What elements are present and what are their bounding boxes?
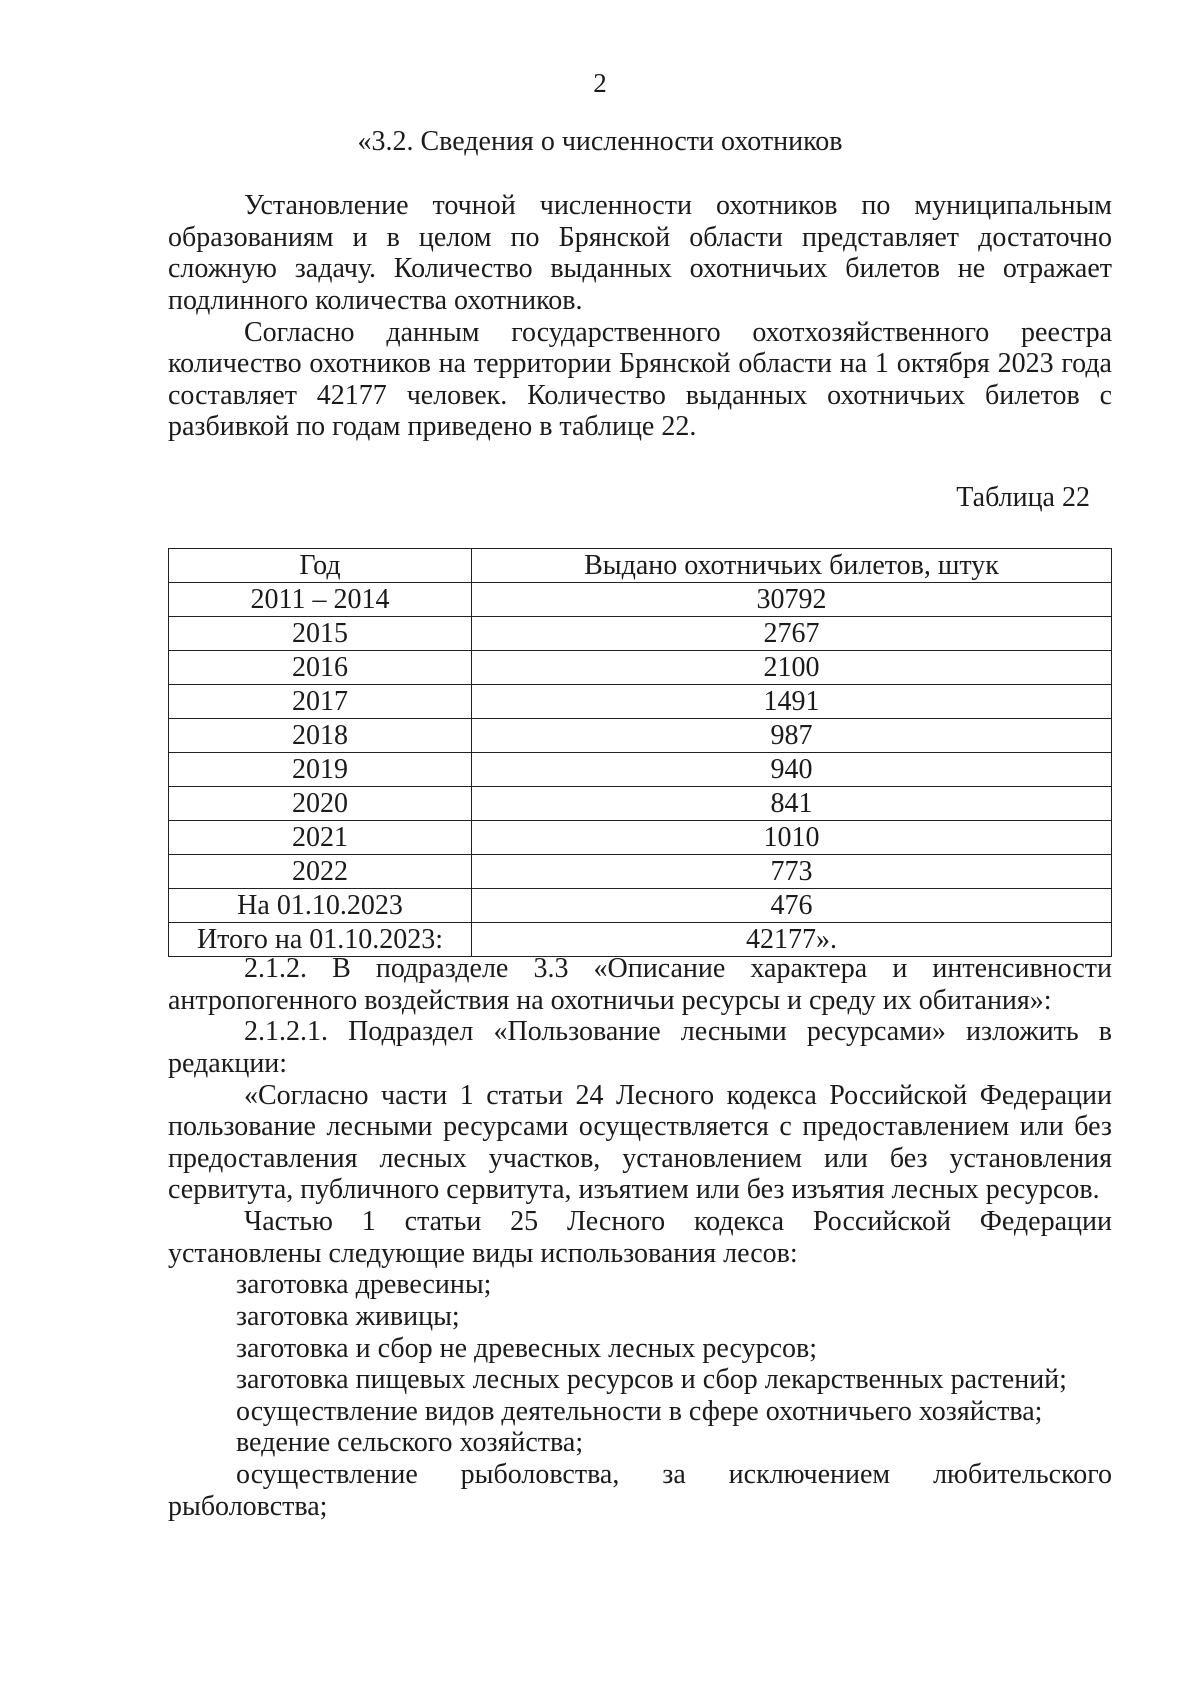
paragraph: Частью 1 статьи 25 Лесного кодекса Российской Федерации установлены следующие виды использования лесов: (168, 1206, 1112, 1269)
table-row (169, 617, 1112, 651)
list-item: осуществление рыболовства, за исключением любительского рыболовства; (168, 1459, 1112, 1522)
issued-cell: 476 (472, 889, 1112, 923)
year-cell: 2018 (169, 719, 472, 753)
intro-text (168, 190, 1112, 443)
table-row (169, 889, 1112, 923)
list-item: заготовка и сбор не древесных лесных ресурсов; (236, 1332, 818, 1364)
year-cell: 2022 (169, 855, 472, 889)
issued-cell: 1491 (472, 685, 1112, 719)
table-row (169, 753, 1112, 787)
body-text (168, 953, 1112, 1522)
total-label-cell: Итого на 01.10.2023: (169, 923, 472, 957)
issued-cell: 2767 (472, 617, 1112, 651)
list-item: заготовка пищевых лесных ресурсов и сбор лекарственных растений; (236, 1364, 1067, 1396)
list-item: заготовка древесины; (236, 1269, 492, 1301)
year-cell: 2015 (169, 617, 472, 651)
page-number: 2 (593, 68, 607, 98)
table-row (169, 651, 1112, 685)
paragraph: «Согласно части 1 статьи 24 Лесного кодекса Российской Федерации пользование лесными ресурсами осуществляется с предоставлением или без предоставления лесных участков, установлением или без установления сервитута, публичного сервитута, изъятием или без изъятия лесных ресурсов. (168, 1079, 1112, 1206)
year-cell: 2019 (169, 753, 472, 787)
list-item: ведение сельского хозяйства; (236, 1427, 584, 1459)
paragraph: 2.1.2.1. Подраздел «Пользование лесными ресурсами» изложить в редакции: (168, 1016, 1112, 1079)
year-cell: 2021 (169, 821, 472, 855)
issued-cell: 841 (472, 787, 1112, 821)
year-cell: 2017 (169, 685, 472, 719)
list-item: осуществление видов деятельности в сфере охотничьего хозяйства; (236, 1395, 1043, 1427)
issued-cell: 940 (472, 753, 1112, 787)
year-cell: 2020 (169, 787, 472, 821)
column-header-year: Год (169, 549, 472, 583)
issued-cell: 2100 (472, 651, 1112, 685)
paragraph: 2.1.2. В подразделе 3.3 «Описание характера и интенсивности антропогенного воздействия на охотничьи ресурсы и среду их обитания»: (168, 953, 1112, 1016)
paragraph: Установление точной численности охотников по муниципальным образованиям и в целом по Брянской области представляет достаточно сложную задачу. Количество выданных охотничьих билетов не отражает подлинного количества охотников. (168, 190, 1112, 316)
issued-cell: 773 (472, 855, 1112, 889)
table-caption: Таблица 22 (956, 482, 1090, 513)
table-row (169, 719, 1112, 753)
table-row (169, 821, 1112, 855)
table-total-row (169, 923, 1112, 957)
column-header-issued: Выдано охотничьих билетов, штук (472, 549, 1112, 583)
table-header-row (169, 549, 1112, 583)
paragraph: Согласно данным государственного охотхозяйственного реестра количество охотников на территории Брянской области на 1 октября 2023 года составляет 42177 человек. Количество выданных охотничьих билетов с разбивкой по годам приведено в таблице 22. (168, 316, 1112, 443)
section-title: «3.2. Сведения о численности охотников (357, 126, 843, 157)
hunting-tickets-table (168, 548, 1112, 957)
table-row (169, 787, 1112, 821)
year-cell: 2011 – 2014 (169, 583, 472, 617)
table-row (169, 685, 1112, 719)
year-cell: 2016 (169, 651, 472, 685)
year-cell: На 01.10.2023 (169, 889, 472, 923)
issued-cell: 987 (472, 719, 1112, 753)
list-item: заготовка живицы; (236, 1300, 460, 1332)
issued-cell: 1010 (472, 821, 1112, 855)
table-row (169, 855, 1112, 889)
total-value-cell: 42177». (472, 923, 1112, 957)
table-row (169, 583, 1112, 617)
issued-cell: 30792 (472, 583, 1112, 617)
